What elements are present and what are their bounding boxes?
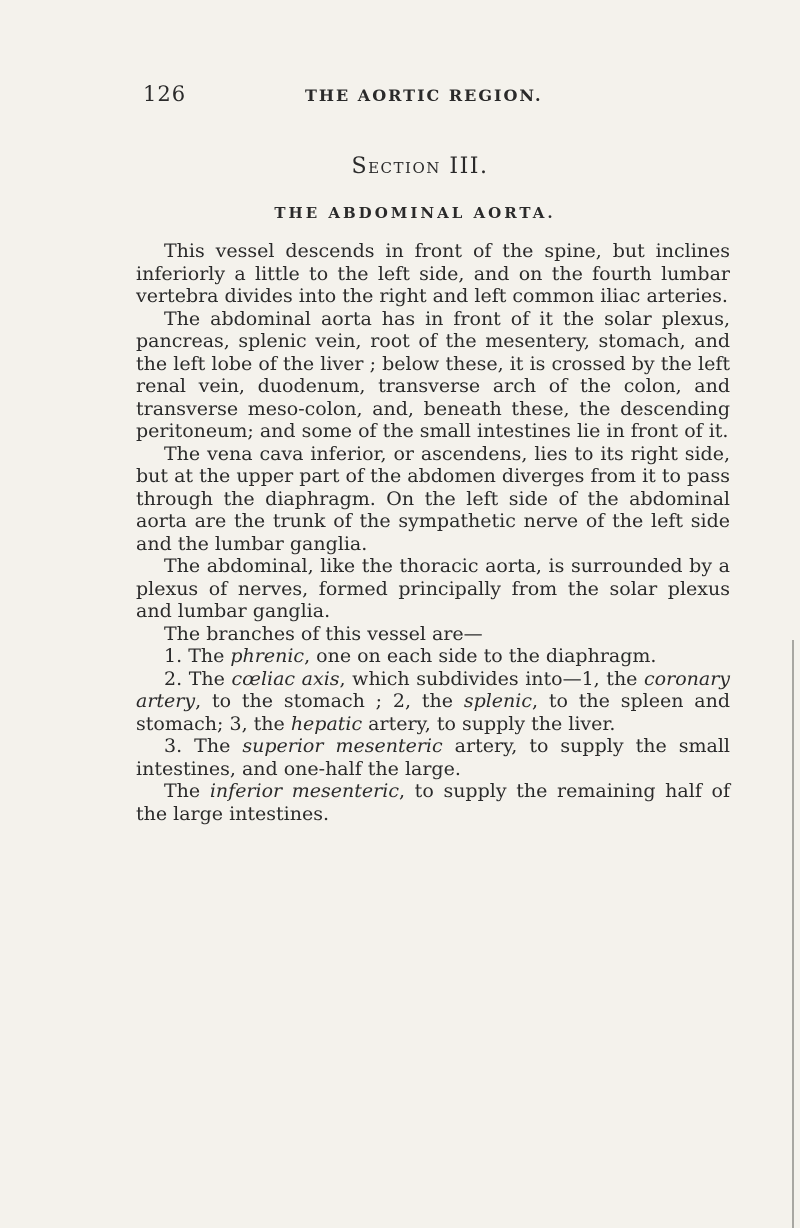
artery-term: phrenic (230, 645, 305, 667)
list-text: The (164, 780, 210, 802)
page-header (143, 82, 703, 112)
artery-term: hepatic (290, 712, 363, 735)
section-subheading-text: THE ABDOMINAL AORTA. (274, 204, 556, 222)
list-text: artery, to supply the liver. (362, 712, 616, 735)
paragraph: The vena cava inferior, or ascendens, lies to its right side, but at the upper part of the abdomen diverges from it to pass through the diaphragm. On the left side of the abdominal aorta are the trunk of the sympathetic nerve of the left side and the lumbar ganglia. (136, 442, 730, 555)
list-text: The (188, 645, 231, 667)
list-item (136, 780, 730, 825)
section-subheading (0, 204, 800, 222)
list-text: , one on each side to the diaphragm. (304, 645, 657, 667)
list-text: The (194, 735, 243, 757)
list-text: , which subdivides into—1, the (339, 667, 645, 690)
list-number: 2. (164, 667, 183, 690)
list-number: 3. (164, 735, 183, 757)
artery-term: cœliac axis (231, 667, 340, 690)
list-text: , to supply the remaining half of the large intestines. (136, 780, 730, 825)
paragraph: The abdominal, like the thoracic aorta, is surrounded by a plexus of nerves, formed principally from the solar plexus and lumbar ganglia. (136, 555, 730, 622)
list-text: , to the spleen and stomach; 3, the (136, 690, 730, 735)
list-item (136, 645, 730, 668)
section-heading (0, 154, 800, 179)
list-item (136, 668, 730, 736)
page-edge-line (792, 640, 794, 1228)
body-text (136, 240, 730, 825)
list-item (136, 735, 730, 780)
list-number: 1. (164, 645, 183, 667)
list-text: The (188, 667, 232, 690)
paragraph: This vessel descends in front of the spine, but inclines inferiorly a little to the left side, and on the fourth lumbar vertebra divides into the right and left common iliac arteries. (136, 240, 730, 307)
paragraph: The abdominal aorta has in front of it the solar plexus, pancreas, splenic vein, root of the mesentery, stomach, and the left lobe of the liver ; below these, it is crossed by the left renal vein, duodenum, transverse arch of the colon, and transverse meso-colon, and, beneath these, the descending peritoneum; and some of the small intestines lie in front of it. (136, 307, 730, 442)
artery-term: coronary artery (136, 667, 731, 712)
section-heading-text: Section III. (351, 154, 489, 179)
list-text: artery, to supply the small intestines, and one-half the large. (136, 735, 730, 780)
artery-term: inferior mesenteric (209, 780, 399, 802)
list-text: , to the stomach ; 2, the (195, 690, 464, 712)
page-number: 126 (143, 82, 187, 106)
paragraph: The branches of this vessel are— (164, 622, 483, 645)
artery-term: splenic (463, 690, 533, 712)
running-head: THE AORTIC REGION. (305, 86, 543, 105)
artery-term: superior mesenteric (242, 735, 443, 757)
